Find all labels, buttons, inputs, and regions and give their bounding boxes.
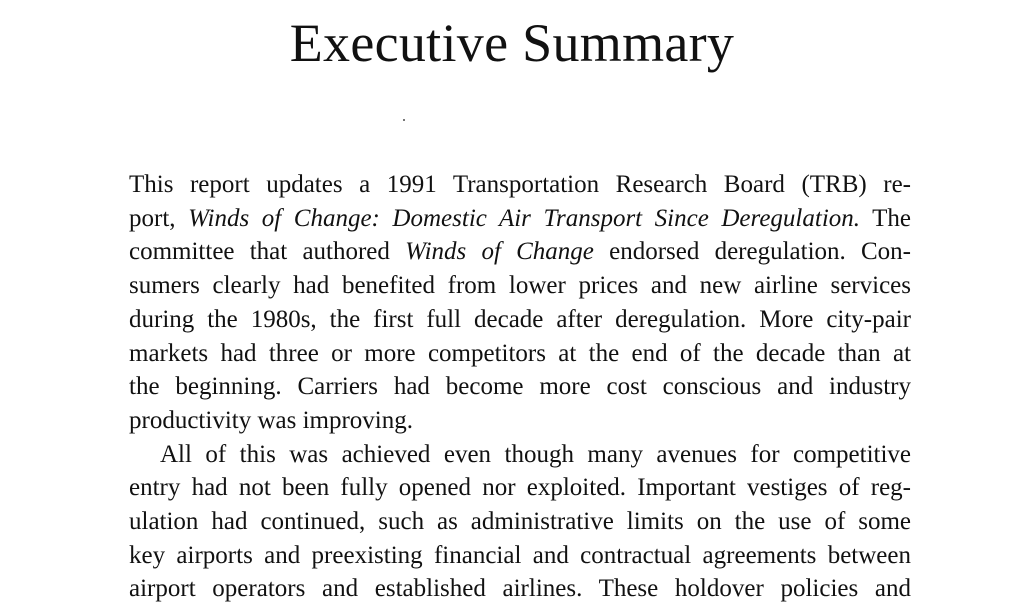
paragraph	[129, 438, 911, 606]
text-line	[129, 303, 911, 337]
text-run: port,	[129, 204, 189, 232]
text-run: during the 1980s, the first full decade after deregulation. More city-pair	[129, 305, 911, 333]
text-line	[129, 269, 911, 303]
scan-speck	[403, 119, 405, 121]
text-run: committee that authored	[129, 238, 406, 266]
text-run: This report updates a 1991 Transportation Research Board (TRB) re-	[129, 171, 911, 198]
text-line	[129, 471, 911, 505]
text-run: the beginning. Carriers had become more cost conscious and industry	[129, 373, 911, 401]
body-text	[129, 168, 911, 606]
text-line	[129, 168, 911, 202]
text-line	[129, 337, 911, 371]
italic-title: Winds of Change: Domestic Air Transport Since Deregulation.	[188, 204, 861, 232]
text-run: markets had three or more competitors at the end of the decade than at	[129, 339, 911, 367]
text-run: ulation had continued, such as administrative limits on the use of some	[129, 508, 911, 536]
text-line	[129, 370, 911, 404]
text-line	[129, 572, 911, 606]
text-line	[129, 505, 911, 539]
text-run: All of this was achieved even though many avenues for competitive	[160, 440, 911, 468]
text-line	[129, 438, 911, 472]
paragraph	[129, 168, 911, 438]
text-line	[129, 202, 911, 236]
text-run: airport operators and established airlines. These holdover policies and	[129, 575, 911, 603]
text-line	[129, 235, 911, 269]
text-run: productivity was improving.	[129, 406, 413, 434]
text-run: key airports and preexisting financial and contractual agreements between	[129, 541, 911, 569]
page-title: Executive Summary	[289, 13, 735, 73]
text-run: entry had not been fully opened nor exploited. Important vestiges of reg-	[129, 474, 911, 502]
text-line	[129, 404, 911, 438]
text-line	[129, 539, 911, 573]
text-run: The	[860, 204, 912, 232]
text-run: endorsed deregulation. Con-	[593, 238, 912, 266]
italic-title: Winds of Change	[405, 238, 594, 266]
text-run: sumers clearly had benefited from lower prices and new airline services	[129, 272, 911, 300]
